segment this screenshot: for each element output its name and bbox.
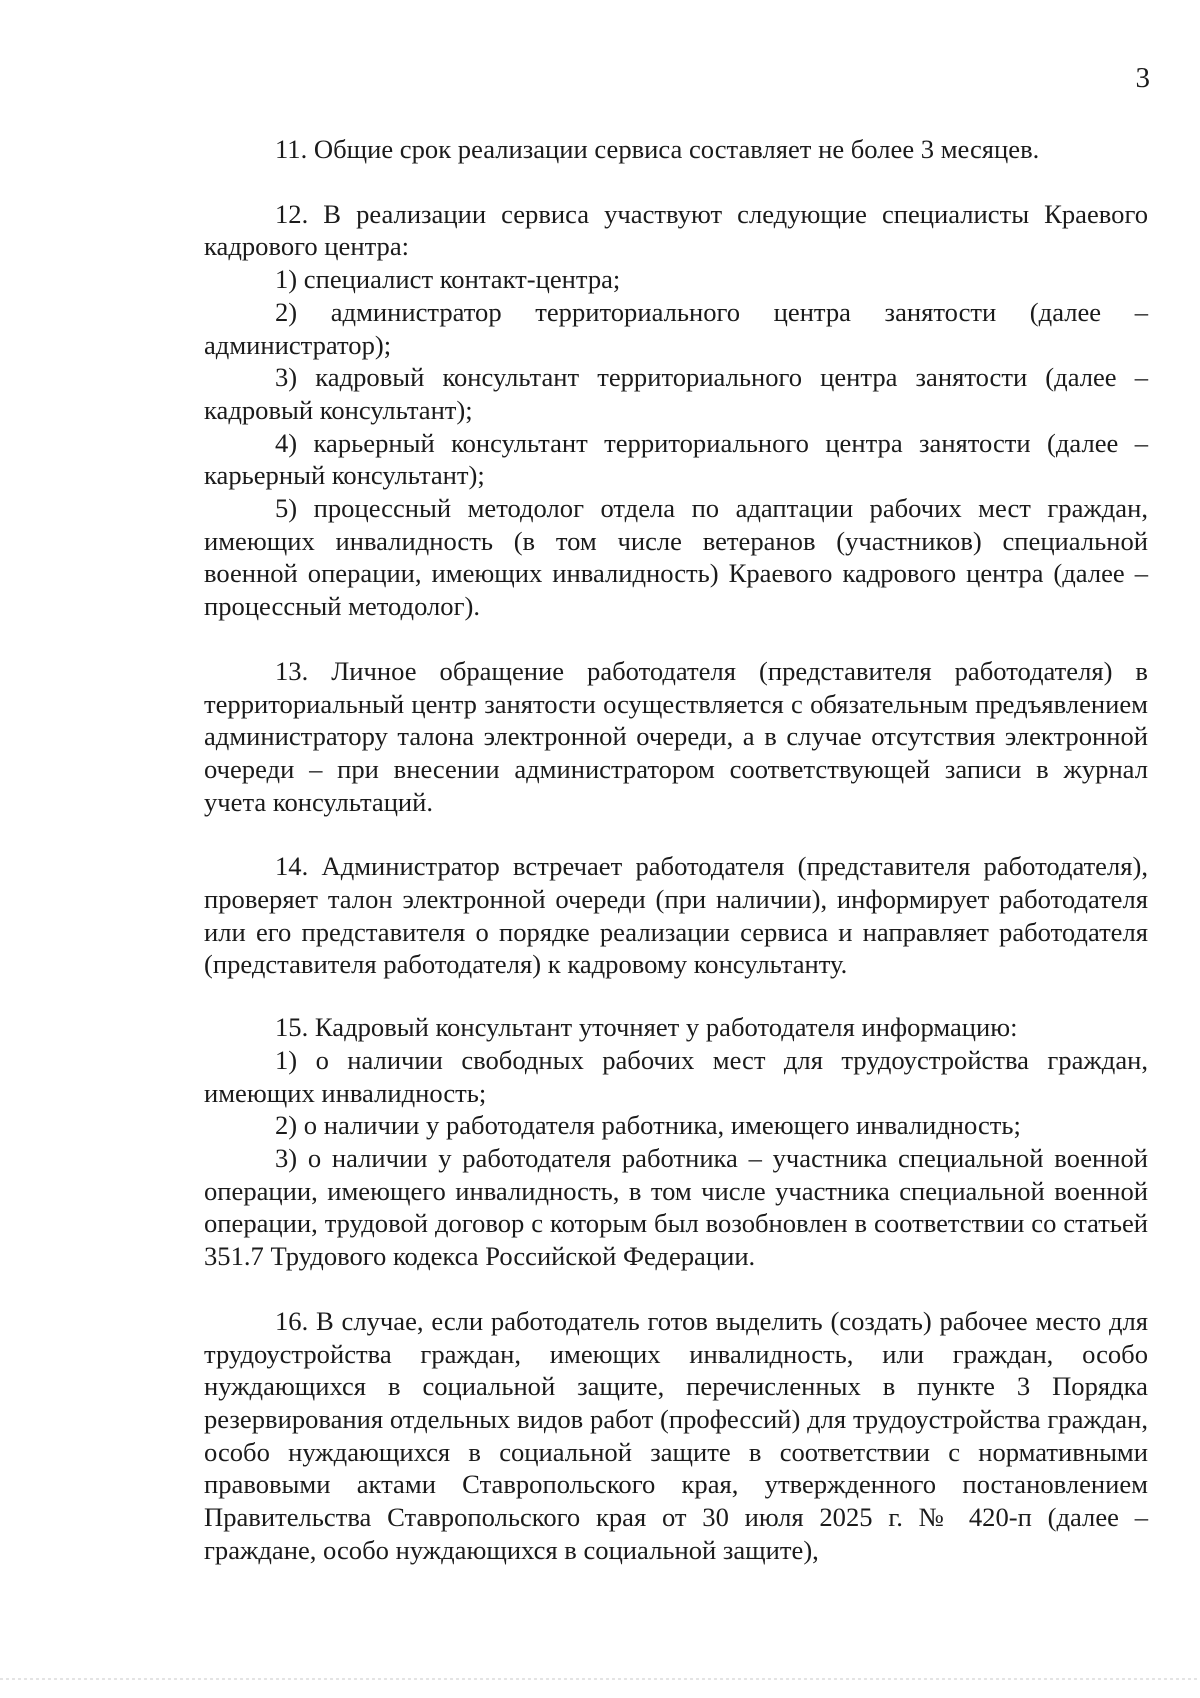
list-item-15-3: 3) о наличии у работодателя работника – участника специальной военной операции, имеющего инвалидность, в том числе участника специальной военной операции, трудовой договор с которым был возобновлен в соответствии со статьей 351.7 Трудового кодекса Российской Федерации. <box>204 1142 1148 1272</box>
paragraph-13: 13. Личное обращение работодателя (представителя работодателя) в территориальный центр занятости осуществляется с обязательным предъявлением администратору талона электронной очереди, а в случае отсутствия электронной очереди – при внесении администратором соответствующей записи в журнал учета консультаций. <box>204 655 1148 817</box>
list-item-12-2: 2) администратор территориального центра занятости (далее – администратор); <box>204 296 1148 360</box>
list-item-12-3: 3) кадровый консультант территориального центра занятости (далее – кадровый консультант); <box>204 362 1148 425</box>
document-body <box>204 133 1148 1566</box>
list-item-12-1: 1) специалист контакт-центра; <box>275 264 621 295</box>
paragraph-16: 16. В случае, если работодатель готов выделить (создать) рабочее место для трудоустройства граждан, имеющих инвалидность, или граждан, особо нуждающихся в социальной защите, перечисленных в пункте 3 Порядка резервирования отдельных видов работ (профессий) для трудоустройства граждан, особо нуждающихся в социальной защите в соответствии с нормативными правовыми актами Ставропольского края, утвержденного постановлением Правительства Ставропольского края от 30 июля 2025 г. № 420-п (далее – граждане, особо нуждающихся в социальной защите), <box>204 1305 1148 1565</box>
paragraph-11: 11. Общие срок реализации сервиса составляет не более 3 месяцев. <box>275 134 1040 164</box>
list-item-12-4: 4) карьерный консультант территориального центра занятости (далее – карьерный консультант); <box>204 427 1148 491</box>
list-item-15-2: 2) о наличии у работодателя работника, имеющего инвалидность; <box>275 1110 1021 1141</box>
list-item-12-5: 5) процессный методолог отдела по адаптации рабочих мест граждан, имеющих инвалидность (в том числе ветеранов (участников) специальной военной операции, имеющих инвалидность) Краевого кадрового центра (далее – процессный методолог). <box>204 493 1148 622</box>
paragraph-12: 12. В реализации сервиса участвуют следующие специалисты Краевого кадрового центра: <box>204 198 1148 262</box>
list-item-15-1: 1) о наличии свободных рабочих мест для трудоустройства граждан, имеющих инвалидность; <box>204 1044 1148 1108</box>
scan-edge-line <box>0 1678 1200 1680</box>
page-number: 3 <box>1135 62 1150 94</box>
paragraph-15: 15. Кадровый консультант уточняет у работодателя информацию: <box>275 1012 1018 1043</box>
paragraph-14: 14. Администратор встречает работодателя (представителя работодателя), проверяет талон электронной очереди (при наличии), информирует работодателя или его представителя о порядке реализации сервиса и направляет работодателя (представителя работодателя) к кадровому консультанту. <box>204 851 1148 980</box>
